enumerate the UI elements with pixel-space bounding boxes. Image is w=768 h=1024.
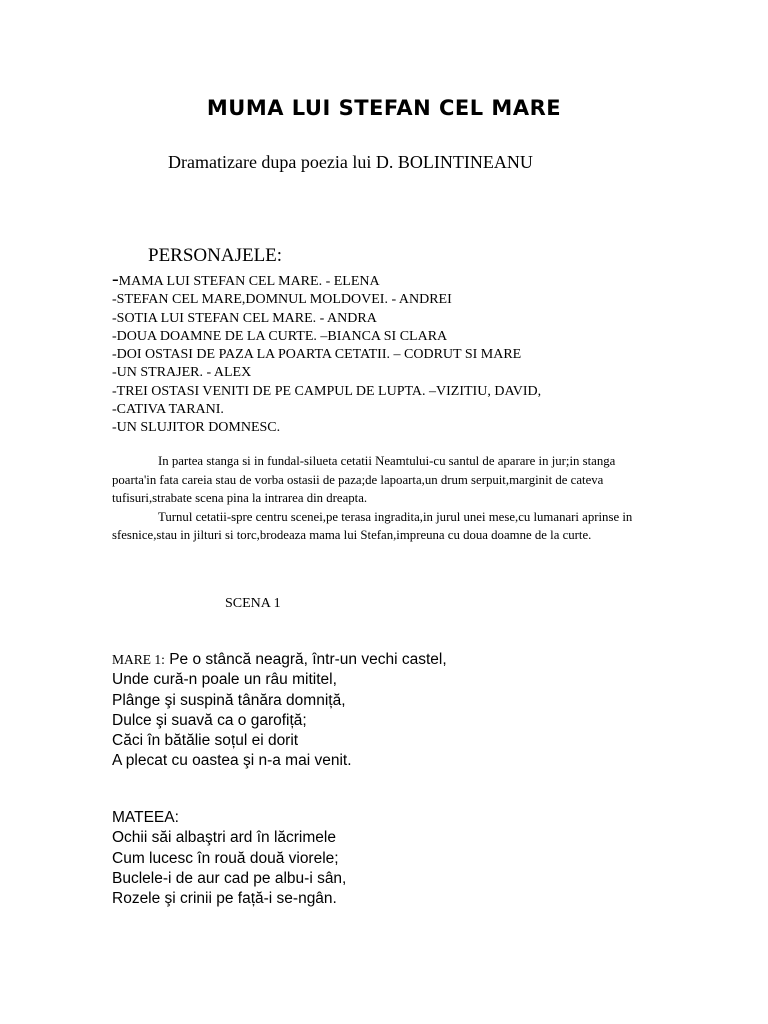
verse-line: Buclele-i de aur cad pe albu-i sân, [112, 869, 347, 887]
verse-text: Pe o stâncă neagră, într-un vechi castel, [169, 651, 447, 668]
verse-line: Dulce şi suavă ca o garofiță; [112, 711, 307, 729]
page-title: MUMA LUI STEFAN CEL MARE [206, 96, 562, 120]
cast-heading: PERSONAJELE: [148, 245, 283, 266]
cast-item: -SOTIA LUI STEFAN CEL MARE. - ANDRA [112, 310, 377, 326]
verse-line: Plânge şi suspină tânăra domniță, [112, 691, 346, 709]
cast-item-text: MAMA LUI STEFAN CEL MARE. - ELENA [118, 274, 380, 289]
stage-direction-paragraph: In partea stanga si in fundal-silueta cetatii Neamtului-cu santul de aparare in jur;in stanga poarta'in fata careia stau de vorba ostasii de paza;de lapoarta,un drum serpuit,marginit de cateva tufisuri,strabate scena pina la intrarea din dreapta. [112, 454, 616, 505]
cast-first-dash: - [112, 268, 119, 290]
verse-line: Ochii săi albaştri ard în lăcrimele [112, 829, 336, 847]
verse-line: Unde cură-n poale un râu mititel, [112, 671, 337, 689]
verse-line: Căci în bătălie soțul ei dorit [112, 732, 299, 750]
cast-list [112, 268, 542, 438]
cast-item: -UN SLUJITOR DOMNESC. [112, 420, 281, 436]
cast-item: -UN STRAJER. - ALEX [112, 365, 252, 381]
cast-item: -STEFAN CEL MARE,DOMNUL MOLDOVEI. - ANDREI [112, 292, 452, 308]
verse-line: A plecat cu oastea şi n-a mai venit. [112, 752, 352, 770]
speech-block-2 [112, 808, 346, 909]
stage-directions [112, 452, 660, 545]
cast-item: -TREI OSTASI VENITI DE PE CAMPUL DE LUPTA. –VIZITIU, DAVID, [112, 383, 542, 399]
subtitle: Dramatizare dupa poezia lui D. BOLINTINEANU [168, 152, 533, 172]
speaker-label: MARE 1: [112, 652, 165, 667]
cast-item: -DOI OSTASI DE PAZA LA POARTA CETATII. – CODRUT SI MARE [112, 347, 522, 363]
cast-item: -CATIVA TARANI. [112, 402, 224, 418]
cast-item [112, 268, 541, 291]
cast-item: -DOUA DOAMNE DE LA CURTE. –BIANCA SI CLARA [112, 328, 448, 344]
verse-line: Rozele şi crinii pe față-i se-ngân. [112, 890, 337, 908]
scene-title: SCENA 1 [225, 596, 281, 611]
verse-line: Cum lucesc în rouă două viorele; [112, 849, 339, 867]
stage-direction-paragraph: Turnul cetatii-spre centru scenei,pe terasa ingradita,in jurul unei mese,cu lumanari aprinse in sfesnice,stau in jilturi si torc,brodeaza mama lui Stefan,impreuna cu doua doamne de la curte. [112, 509, 633, 542]
speaker-label: MATEEA: [112, 809, 179, 826]
verse-line-first [112, 650, 447, 670]
speech-block-1 [112, 650, 447, 772]
